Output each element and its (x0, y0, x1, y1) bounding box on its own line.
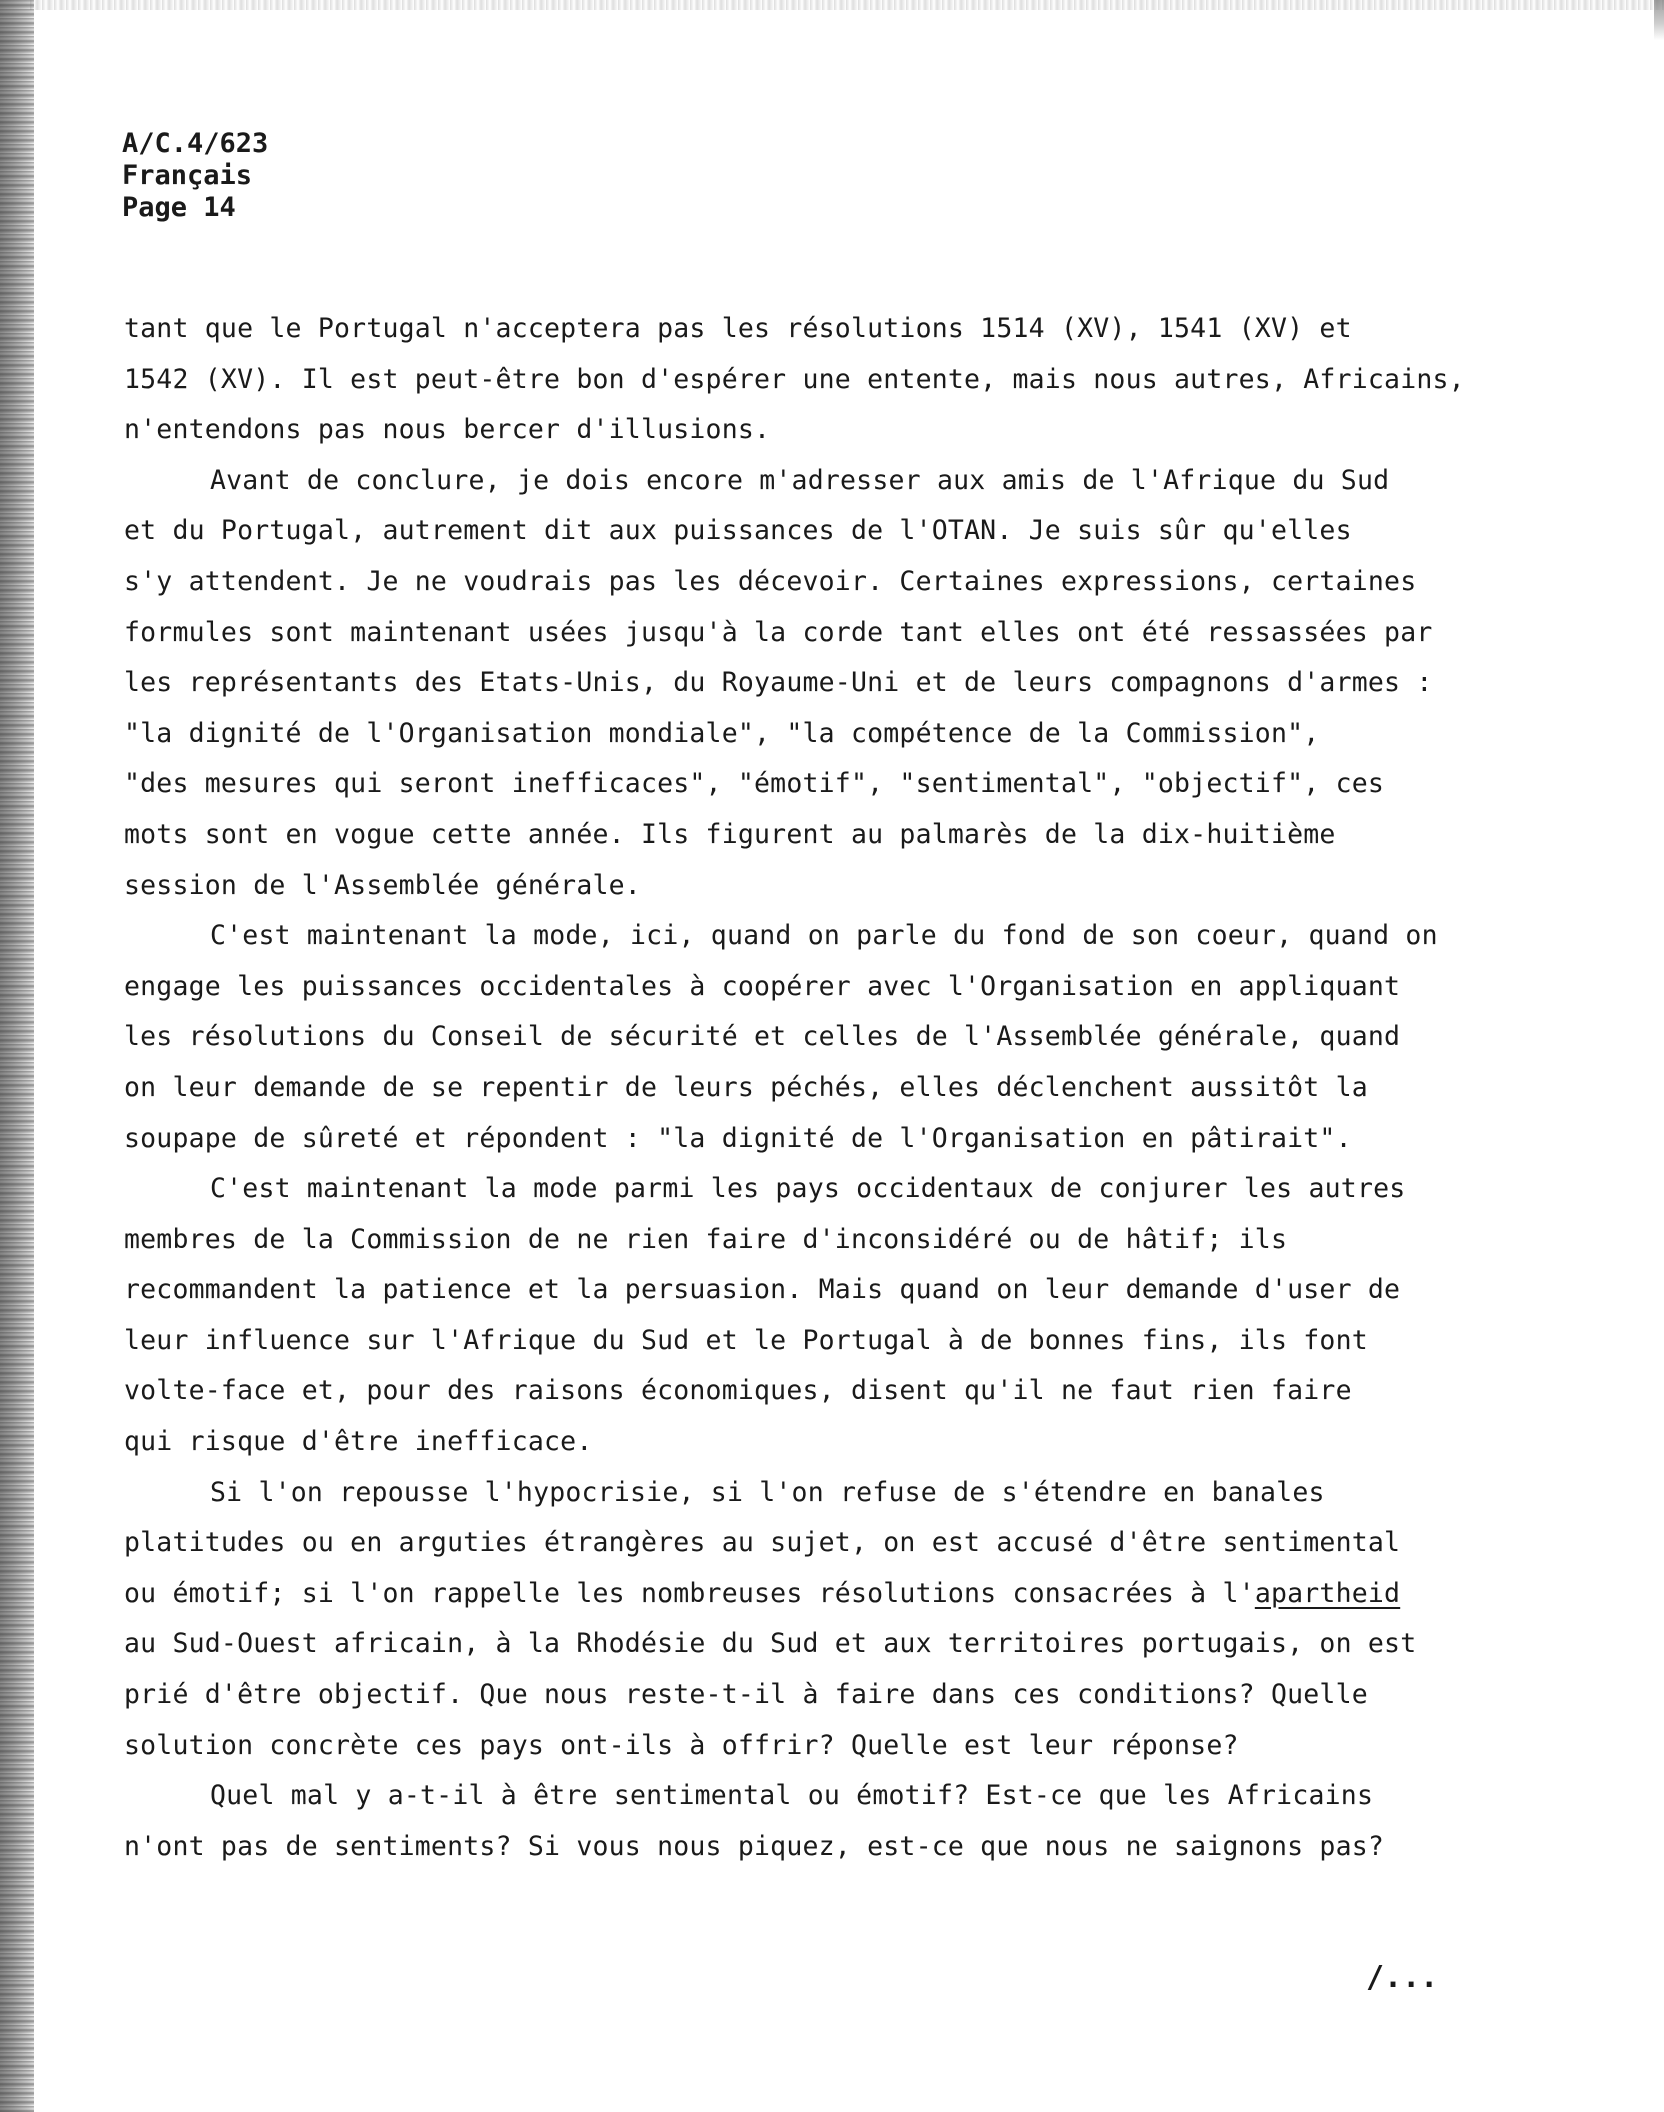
text-line: membres de la Commission de ne rien faire d'inconsidéré ou de hâtif; ils (124, 1223, 1288, 1255)
text-line: Si l'on repousse l'hypocrisie, si l'on refuse de s'étendre en banales (210, 1476, 1325, 1508)
page-number: Page 14 (122, 192, 236, 223)
text-line: Quel mal y a-t-il à être sentimental ou émotif? Est-ce que les Africains (210, 1780, 1374, 1812)
paragraph-4 (124, 1164, 1544, 1468)
text-line: 1542 (XV). Il est peut-être bon d'espérer une entente, mais nous autres, Africains, (124, 363, 1465, 395)
text-line: C'est maintenant la mode parmi les pays occidentaux de conjurer les autres (210, 1173, 1406, 1205)
text-line: tant que le Portugal n'acceptera pas les résolutions 1514 (XV), 1541 (XV) et (124, 313, 1352, 344)
paragraph-3 (124, 911, 1544, 1164)
text-line: n'ont pas de sentiments? Si vous nous piquez, est-ce que nous ne saignons pas? (124, 1830, 1385, 1862)
text-line: les résolutions du Conseil de sécurité et celles de l'Assemblée générale, quand (124, 1021, 1401, 1053)
text-line: session de l'Assemblée générale. (124, 869, 641, 901)
text-line: au Sud-Ouest africain, à la Rhodésie du Sud et aux territoires portugais, on est (124, 1628, 1417, 1660)
text-line: les représentants des Etats-Unis, du Royaume-Uni et de leurs compagnons d'armes : (124, 667, 1433, 699)
text-line: soupape de sûreté et répondent : "la dignité de l'Organisation en pâtirait". (124, 1122, 1352, 1154)
text-line: "la dignité de l'Organisation mondiale", "la compétence de la Commission", (124, 717, 1320, 749)
text-line-with-underline (124, 1569, 1544, 1620)
paragraph-5 (124, 1468, 1544, 1772)
paragraph-2 (124, 456, 1544, 911)
paragraph-6 (124, 1771, 1544, 1872)
text-line: solution concrète ces pays ont-ils à offrir? Quelle est leur réponse? (124, 1729, 1239, 1761)
text-line: Avant de conclure, je dois encore m'adresser aux amis de l'Afrique du Sud (210, 464, 1390, 496)
text-line: engage les puissances occidentales à coopérer avec l'Organisation en appliquant (124, 970, 1401, 1002)
text-line: "des mesures qui seront inefficaces", "émotif", "sentimental", "objectif", ces (124, 768, 1385, 800)
document-language: Français (122, 160, 253, 191)
scan-right-shadow (1654, 0, 1664, 40)
text-line: recommandent la patience et la persuasion. Mais quand on leur demande d'user de (124, 1274, 1401, 1306)
text-segment: ou émotif; si l'on rappelle les nombreuses résolutions consacrées à l' (124, 1577, 1255, 1609)
text-line: s'y attendent. Je ne voudrais pas les décevoir. Certaines expressions, certaines (124, 565, 1417, 597)
text-line: qui risque d'être inefficace. (124, 1426, 593, 1458)
continuation-mark: /... (1366, 1960, 1439, 1995)
text-line: et du Portugal, autrement dit aux puissances de l'OTAN. Je suis sûr qu'elles (124, 515, 1352, 547)
text-line: prié d'être objectif. Que nous reste-t-il à faire dans ces conditions? Quelle (124, 1679, 1368, 1711)
text-line: leur influence sur l'Afrique du Sud et le Portugal à de bonnes fins, ils font (124, 1324, 1368, 1356)
text-line: formules sont maintenant usées jusqu'à la corde tant elles ont été ressassées par (124, 616, 1433, 648)
paragraph-1 (124, 304, 1544, 456)
scan-top-noise (30, 0, 1664, 10)
document-symbol: A/C.4/623 (122, 128, 269, 159)
text-line: mots sont en vogue cette année. Ils figurent au palmarès de la dix-huitième (124, 818, 1336, 850)
text-line: volte-face et, pour des raisons économiques, disent qu'il ne faut rien faire (124, 1375, 1352, 1407)
text-line: C'est maintenant la mode, ici, quand on parle du fond de son coeur, quand on (210, 920, 1438, 952)
document-header (122, 128, 268, 224)
underlined-term: apartheid (1254, 1577, 1401, 1609)
document-body (124, 304, 1544, 1872)
text-line: platitudes ou en arguties étrangères au sujet, on est accusé d'être sentimental (124, 1527, 1401, 1559)
text-line: on leur demande de se repentir de leurs péchés, elles déclenchent aussitôt la (124, 1071, 1368, 1103)
text-line: n'entendons pas nous bercer d'illusions. (124, 414, 771, 446)
scan-edge-shadow (0, 0, 34, 2112)
